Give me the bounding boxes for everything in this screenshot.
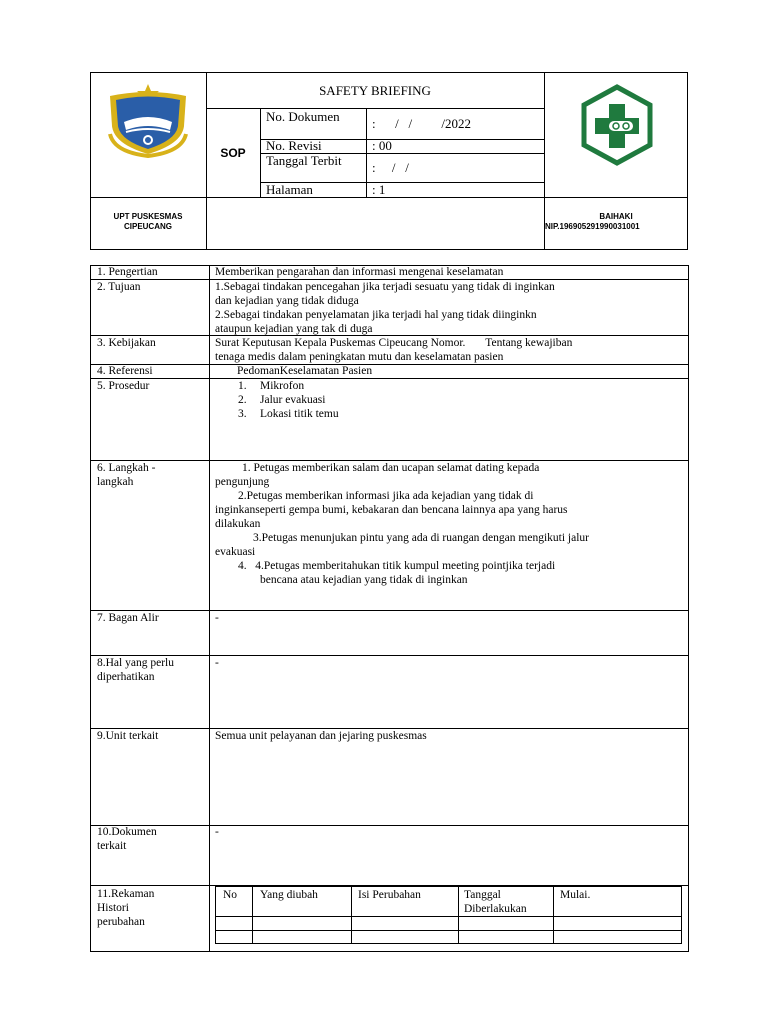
langkah-line: inginkanseperti gempa bumi, kebakaran dan bencana lainnya apa yang harus <box>215 504 568 516</box>
history-header-mulai: Mulai. <box>560 889 591 901</box>
regency-emblem-logo <box>104 82 192 158</box>
kebijakan-line: tenaga medis dalam peningkatan mutu dan keselamatan pasien <box>215 351 504 363</box>
langkah-line: dilakukan <box>215 518 261 530</box>
langkah-line: bencana atau kejadian yang tidak di inginkan <box>260 574 468 586</box>
row-content-referensi: PedomanKeselamatan Pasien <box>237 365 373 377</box>
row-label-bagan-alir: 7. Bagan Alir <box>97 612 159 624</box>
row-content-hal-perlu: - <box>215 657 219 669</box>
prosedur-item: Jalur evakuasi <box>260 394 326 406</box>
row-label-kebijakan: 3. Kebijakan <box>97 337 156 349</box>
sop-label: SOP <box>220 146 246 160</box>
field-label-no-dokumen: No. Dokumen <box>266 109 340 124</box>
row-content-bagan-alir: - <box>215 612 219 624</box>
langkah-line: 2.Petugas memberikan informasi jika ada kejadian yang tidak di <box>238 490 534 502</box>
row-label-dokumen-terkait: 10.Dokumen <box>97 826 157 838</box>
prosedur-number: 3. <box>238 408 247 420</box>
row-label-tujuan: 2. Tujuan <box>97 281 141 293</box>
history-header-yang-diubah: Yang diubah <box>260 889 318 901</box>
langkah-line: 4. 4.Petugas memberitahukan titik kumpul meeting pointjika terjadi <box>238 560 556 572</box>
history-header-tanggal: Tanggal Diberlakukan <box>464 889 527 915</box>
langkah-line: evakuasi <box>215 546 256 558</box>
row-label-dokumen-terkait: terkait <box>97 840 127 852</box>
signer-nip: NIP.196905291990031001 <box>545 222 640 231</box>
langkah-line: 1. Petugas memberikan salam dan ucapan selamat dating kepada <box>242 462 540 474</box>
field-label-tanggal-terbit: Tanggal Terbit <box>266 153 342 168</box>
tujuan-line: dan kejadian yang tidak diduga <box>215 295 359 307</box>
field-label-halaman: Halaman <box>266 182 313 197</box>
langkah-line: 3.Petugas menunjukan pintu yang ada di ruangan dengan mengikuti jalur <box>253 532 589 544</box>
sop-body-table <box>90 265 689 952</box>
row-content-pengertian: Memberikan pengarahan dan informasi mengenai keselamatan <box>215 266 504 278</box>
prosedur-item: Lokasi titik temu <box>260 408 339 420</box>
row-label-pengertian: 1. Pengertian <box>97 266 158 278</box>
kebijakan-line: Surat Keputusan Kepala Puskemas Cipeucang Nomor. Tentang kewajiban <box>215 337 573 349</box>
langkah-line: pengunjung <box>215 476 270 488</box>
tujuan-line: 1.Sebagai tindakan pencegahan jika terjadi sesuatu yang tidak di inginkan <box>215 281 555 293</box>
row-label-referensi: 4. Referensi <box>97 365 153 377</box>
row-label-langkah: 6. Langkah - <box>97 462 156 474</box>
history-header-isi-perubahan: Isi Perubahan <box>358 889 421 901</box>
tujuan-line: 2.Sebagai tindakan penyelamatan jika terjadi hal yang tidak diinginkn <box>215 309 537 321</box>
puskesmas-logo <box>580 84 654 166</box>
document-title: SAFETY BRIEFING <box>319 83 431 98</box>
prosedur-item: Mikrofon <box>260 380 305 392</box>
signer-name: BAIHAKI <box>599 212 633 221</box>
prosedur-number: 2. <box>238 394 247 406</box>
field-value-tanggal-terbit: : / / <box>372 160 409 175</box>
row-content-dokumen-terkait: - <box>215 826 219 838</box>
row-label-prosedur: 5. Prosedur <box>97 380 150 392</box>
row-label-hal-perlu: 8.Hal yang perlu <box>97 657 174 669</box>
row-label-langkah: langkah <box>97 476 134 488</box>
row-label-unit-terkait: 9.Unit terkait <box>97 730 159 742</box>
prosedur-number: 1. <box>238 380 247 392</box>
row-label-rekaman-histori: perubahan <box>97 916 145 928</box>
field-value-no-revisi: : 00 <box>372 138 392 153</box>
field-value-halaman: : 1 <box>372 182 386 197</box>
field-label-no-revisi: No. Revisi <box>266 138 322 153</box>
row-label-hal-perlu: diperhatikan <box>97 671 155 683</box>
tujuan-line: ataupun kejadian yang tak di duga <box>215 323 373 335</box>
org-name: UPT PUSKESMAS CIPEUCANG <box>113 212 183 231</box>
history-header-no: No <box>223 889 238 901</box>
field-value-no-dokumen: : / / /2022 <box>372 116 471 131</box>
row-label-rekaman-histori: Histori <box>97 902 129 914</box>
row-label-rekaman-histori: 11.Rekaman <box>97 888 155 900</box>
row-content-unit-terkait: Semua unit pelayanan dan jejaring puskesmas <box>215 730 427 742</box>
